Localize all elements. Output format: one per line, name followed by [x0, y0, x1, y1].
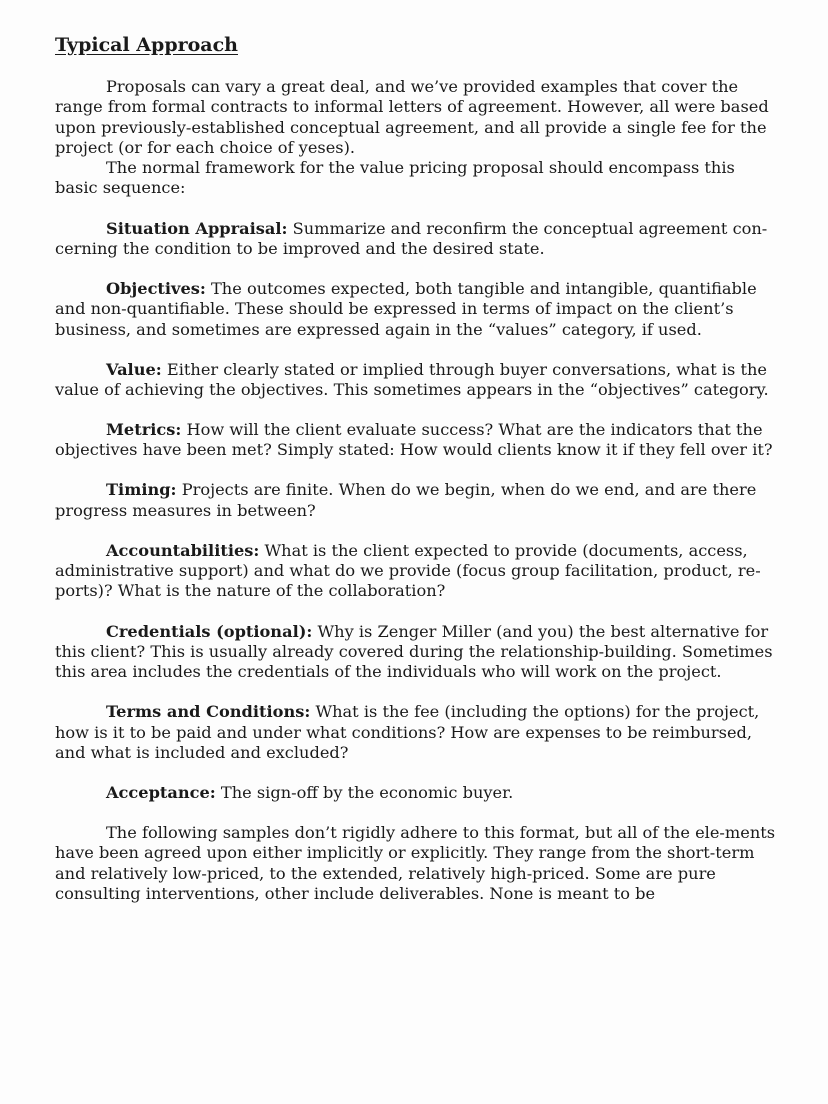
section-text: Summarize and reconfirm the conceptual agreement con-cerning the condition to be improved and the desired state.: [55, 218, 768, 258]
section-text: The outcomes expected, both tangible and intangible, quantifiable and non-quantifiable. These should be expressed in terms of impact on the client’s business, and sometimes are expressed again in the “values” category, if used.: [55, 278, 757, 339]
section-label: Credentials (optional):: [106, 621, 313, 641]
section-label: Metrics:: [106, 420, 182, 440]
section-label: Objectives:: [106, 278, 206, 298]
section-acceptance: [55, 783, 777, 803]
section-accountabilities: [55, 541, 777, 602]
section-timing: [55, 480, 777, 521]
section-label: Situation Appraisal:: [106, 218, 288, 238]
section-metrics: [55, 420, 777, 461]
section-text: The sign-off by the economic buyer.: [215, 782, 514, 802]
section-text: Either clearly stated or implied through buyer conversations, what is the value of achieving the objectives. This sometimes appears in the “objectives” category.: [55, 359, 769, 399]
section-text: What is the fee (including the options) for the project, how is it to be paid and under what conditions? How are expenses to be reimbursed, and what is included and excluded?: [55, 702, 760, 762]
section-label: Terms and Conditions:: [106, 702, 311, 722]
closing-paragraph: The following samples don’t rigidly adhere to this format, but all of the ele-ments have been agreed upon either implicitly or explicitly. They range from the short-term and relatively low-priced, to the extended, relatively high-priced. Some are pure consulting interventions, other include deliverables. None is meant to be: [55, 822, 776, 903]
section-label: Value:: [106, 359, 162, 379]
section-situation-appraisal: [55, 219, 777, 260]
section-credentials: [55, 622, 777, 683]
section-terms-and-conditions: [55, 702, 777, 763]
section-text: How will the client evaluate success? What are the indicators that the objectives have been met? Simply stated: How would clients know it if they fell over it?: [55, 420, 773, 460]
document-page: [55, 32, 777, 904]
section-label: Accountabilities:: [106, 540, 260, 560]
intro-paragraph-2: The normal framework for the value pricing proposal should encompass this basic sequence:: [55, 158, 735, 198]
section-text: Why is Zenger Miller (and you) the best alternative for this client? This is usually already covered during the relationship-building. Sometimes this area includes the credentials of the individuals who will work on the project.: [55, 621, 773, 682]
section-objectives: [55, 279, 777, 340]
intro-paragraph-1: Proposals can vary a great deal, and we’ve provided examples that cover the range from formal contracts to informal letters of agreement. However, all were based upon previously-established conceptual agreement, and all provide a single fee for the project (or for each choice of yeses).: [55, 77, 769, 157]
section-value: [55, 360, 777, 401]
page-title: Typical Approach: [55, 34, 238, 56]
section-label: Acceptance:: [106, 782, 216, 802]
section-text: What is the client expected to provide (documents, access, administrative support) and what do we provide (focus group facilitation, product, re-ports)? What is the nature of the collaboration?: [55, 540, 761, 601]
section-text: Projects are finite. When do we begin, when do we end, and are there progress measures in between?: [55, 480, 757, 520]
section-label: Timing:: [106, 480, 177, 500]
